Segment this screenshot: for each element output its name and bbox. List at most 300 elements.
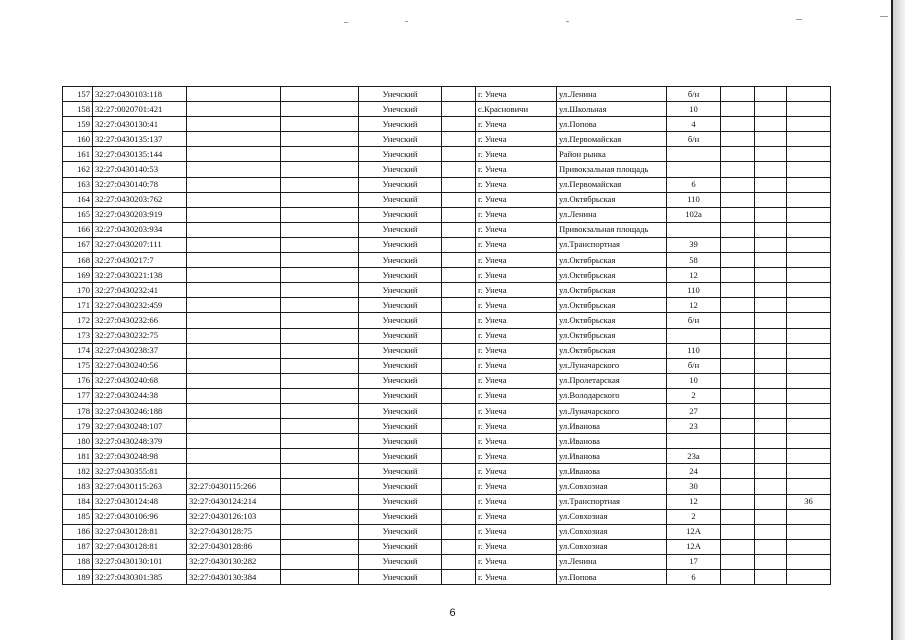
- extra-value: [787, 162, 831, 177]
- street-name: ул.Октябрьская: [557, 343, 667, 358]
- row-number: 162: [63, 162, 93, 177]
- locality-name: г. Унеча: [476, 222, 557, 237]
- house-number: 58: [667, 253, 721, 268]
- district-name: Унечский: [359, 524, 442, 539]
- empty-cell: [281, 449, 359, 464]
- district-name: Унечский: [359, 298, 442, 313]
- cadastral-number: 32:27:0430232:66: [93, 313, 187, 328]
- cadastral-number: 32:27:0430240:68: [93, 373, 187, 388]
- house-number: 110: [667, 192, 721, 207]
- related-cadastral-number: [187, 147, 281, 162]
- cadastral-number: 32:27:0430140:78: [93, 177, 187, 192]
- extra-value: [787, 207, 831, 222]
- table-row: [63, 343, 831, 358]
- house-number: 12: [667, 268, 721, 283]
- related-cadastral-number: 32:27:0430128:75: [187, 524, 281, 539]
- table-row: [63, 298, 831, 313]
- empty-cell: [442, 449, 476, 464]
- extra-value: [787, 177, 831, 192]
- empty-cell: [281, 419, 359, 434]
- empty-cell: [755, 147, 787, 162]
- district-name: Унечский: [359, 147, 442, 162]
- cadastral-number: 32:27:0430106:96: [93, 509, 187, 524]
- scan-artifact: [566, 21, 569, 22]
- row-number: 172: [63, 313, 93, 328]
- district-name: Унечский: [359, 464, 442, 479]
- empty-cell: [721, 479, 755, 494]
- empty-cell: [755, 298, 787, 313]
- extra-value: [787, 403, 831, 418]
- empty-cell: [755, 524, 787, 539]
- street-name: ул.Пролетарская: [557, 373, 667, 388]
- related-cadastral-number: [187, 358, 281, 373]
- street-name: ул.Совхозная: [557, 509, 667, 524]
- street-name: ул.Первомайская: [557, 132, 667, 147]
- extra-value: [787, 117, 831, 132]
- table-row: [63, 87, 831, 102]
- house-number: 23а: [667, 449, 721, 464]
- empty-cell: [721, 237, 755, 252]
- table-row: [63, 132, 831, 147]
- cadastral-number: 32:27:0430128:81: [93, 524, 187, 539]
- table-row: [63, 162, 831, 177]
- district-name: Унечский: [359, 358, 442, 373]
- extra-value: [787, 554, 831, 569]
- empty-cell: [721, 464, 755, 479]
- locality-name: г. Унеча: [476, 403, 557, 418]
- empty-cell: [755, 313, 787, 328]
- street-name: ул.Транспортная: [557, 237, 667, 252]
- cadastral-number: 32:27:0430355:81: [93, 464, 187, 479]
- empty-cell: [442, 313, 476, 328]
- extra-value: [787, 419, 831, 434]
- row-number: 168: [63, 253, 93, 268]
- street-name: Привокзальная площадь: [557, 222, 667, 237]
- empty-cell: [281, 524, 359, 539]
- house-number: 10: [667, 102, 721, 117]
- cadastral-number: 32:27:0430103:118: [93, 87, 187, 102]
- house-number: 12А: [667, 539, 721, 554]
- scan-artifact: [344, 22, 348, 23]
- district-name: Унечский: [359, 449, 442, 464]
- row-number: 161: [63, 147, 93, 162]
- scanned-page-shadow: [893, 0, 905, 640]
- empty-cell: [721, 419, 755, 434]
- locality-name: г. Унеча: [476, 509, 557, 524]
- row-number: 184: [63, 494, 93, 509]
- street-name: ул.Первомайская: [557, 177, 667, 192]
- house-number: 12: [667, 298, 721, 313]
- empty-cell: [281, 207, 359, 222]
- district-name: Унечский: [359, 509, 442, 524]
- street-name: ул.Октябрьская: [557, 253, 667, 268]
- empty-cell: [755, 494, 787, 509]
- empty-cell: [721, 283, 755, 298]
- related-cadastral-number: [187, 87, 281, 102]
- district-name: Унечский: [359, 373, 442, 388]
- table-row: [63, 388, 831, 403]
- empty-cell: [442, 570, 476, 585]
- street-name: Район рынка: [557, 147, 667, 162]
- row-number: 174: [63, 343, 93, 358]
- house-number: б/н: [667, 132, 721, 147]
- empty-cell: [755, 373, 787, 388]
- cadastral-number: 32:27:0020701:421: [93, 102, 187, 117]
- related-cadastral-number: [187, 373, 281, 388]
- row-number: 188: [63, 554, 93, 569]
- table-row: [63, 268, 831, 283]
- empty-cell: [755, 343, 787, 358]
- empty-cell: [442, 177, 476, 192]
- related-cadastral-number: [187, 328, 281, 343]
- cadastral-number: 32:27:0430232:459: [93, 298, 187, 313]
- street-name: ул.Иванова: [557, 449, 667, 464]
- empty-cell: [755, 449, 787, 464]
- street-name: ул.Октябрьская: [557, 283, 667, 298]
- locality-name: г. Унеча: [476, 192, 557, 207]
- table-row: [63, 313, 831, 328]
- row-number: 157: [63, 87, 93, 102]
- locality-name: г. Унеча: [476, 283, 557, 298]
- house-number: 23: [667, 419, 721, 434]
- table-row: [63, 509, 831, 524]
- empty-cell: [281, 87, 359, 102]
- empty-cell: [281, 298, 359, 313]
- cadastral-number: 32:27:0430203:919: [93, 207, 187, 222]
- empty-cell: [281, 177, 359, 192]
- row-number: 187: [63, 539, 93, 554]
- empty-cell: [442, 162, 476, 177]
- street-name: ул.Совхозная: [557, 539, 667, 554]
- locality-name: г. Унеча: [476, 268, 557, 283]
- row-number: 167: [63, 237, 93, 252]
- empty-cell: [442, 147, 476, 162]
- empty-cell: [442, 298, 476, 313]
- empty-cell: [442, 237, 476, 252]
- row-number: 158: [63, 102, 93, 117]
- related-cadastral-number: [187, 449, 281, 464]
- related-cadastral-number: 32:27:0430130:384: [187, 570, 281, 585]
- related-cadastral-number: [187, 419, 281, 434]
- street-name: ул.Иванова: [557, 464, 667, 479]
- house-number: 12А: [667, 524, 721, 539]
- empty-cell: [755, 539, 787, 554]
- row-number: 180: [63, 434, 93, 449]
- cadastral-number: 32:27:0430248:98: [93, 449, 187, 464]
- related-cadastral-number: [187, 177, 281, 192]
- table-row: [63, 479, 831, 494]
- locality-name: г. Унеча: [476, 388, 557, 403]
- extra-value: [787, 388, 831, 403]
- street-name: ул.Иванова: [557, 434, 667, 449]
- cadastral-number: 32:27:0430221:138: [93, 268, 187, 283]
- extra-value: [787, 358, 831, 373]
- locality-name: г. Унеча: [476, 373, 557, 388]
- extra-value: [787, 298, 831, 313]
- related-cadastral-number: [187, 283, 281, 298]
- house-number: 6: [667, 570, 721, 585]
- empty-cell: [721, 162, 755, 177]
- district-name: Унечский: [359, 192, 442, 207]
- empty-cell: [755, 117, 787, 132]
- house-number: 39: [667, 237, 721, 252]
- cadastral-number: 32:27:0430115:263: [93, 479, 187, 494]
- empty-cell: [442, 419, 476, 434]
- table-row: [63, 237, 831, 252]
- empty-cell: [755, 192, 787, 207]
- empty-cell: [755, 464, 787, 479]
- table-row: [63, 419, 831, 434]
- related-cadastral-number: [187, 117, 281, 132]
- empty-cell: [281, 328, 359, 343]
- locality-name: г. Унеча: [476, 494, 557, 509]
- empty-cell: [721, 147, 755, 162]
- cadastral-number: 32:27:0430232:75: [93, 328, 187, 343]
- cadastral-number: 32:27:0430124:48: [93, 494, 187, 509]
- empty-cell: [442, 222, 476, 237]
- cadastral-number: 32:27:0430248:379: [93, 434, 187, 449]
- related-cadastral-number: [187, 464, 281, 479]
- table-row: [63, 403, 831, 418]
- table-row: [63, 102, 831, 117]
- table-row: [63, 328, 831, 343]
- street-name: ул.Володарского: [557, 388, 667, 403]
- related-cadastral-number: [187, 298, 281, 313]
- table-row: [63, 283, 831, 298]
- cadastral-number: 32:27:0430140:53: [93, 162, 187, 177]
- extra-value: [787, 283, 831, 298]
- extra-value: [787, 570, 831, 585]
- house-number: 17: [667, 554, 721, 569]
- empty-cell: [442, 283, 476, 298]
- table-row: [63, 147, 831, 162]
- row-number: 164: [63, 192, 93, 207]
- extra-value: [787, 509, 831, 524]
- empty-cell: [281, 132, 359, 147]
- table-row: [63, 373, 831, 388]
- table-row: [63, 554, 831, 569]
- empty-cell: [721, 358, 755, 373]
- locality-name: г. Унеча: [476, 539, 557, 554]
- empty-cell: [721, 570, 755, 585]
- house-number: 102а: [667, 207, 721, 222]
- empty-cell: [281, 162, 359, 177]
- cadastral-number: 32:27:0430130:101: [93, 554, 187, 569]
- house-number: 24: [667, 464, 721, 479]
- registry-table: [62, 86, 831, 585]
- empty-cell: [442, 388, 476, 403]
- row-number: 179: [63, 419, 93, 434]
- table-row: [63, 570, 831, 585]
- empty-cell: [442, 434, 476, 449]
- related-cadastral-number: [187, 268, 281, 283]
- related-cadastral-number: [187, 343, 281, 358]
- district-name: Унечский: [359, 132, 442, 147]
- empty-cell: [281, 539, 359, 554]
- locality-name: г. Унеча: [476, 253, 557, 268]
- empty-cell: [721, 313, 755, 328]
- empty-cell: [442, 192, 476, 207]
- street-name: ул.Транспортная: [557, 494, 667, 509]
- table-row: [63, 434, 831, 449]
- locality-name: г. Унеча: [476, 162, 557, 177]
- row-number: 173: [63, 328, 93, 343]
- empty-cell: [755, 509, 787, 524]
- cadastral-number: 32:27:0430248:107: [93, 419, 187, 434]
- empty-cell: [755, 479, 787, 494]
- house-number: 12: [667, 494, 721, 509]
- empty-cell: [442, 328, 476, 343]
- district-name: Унечский: [359, 403, 442, 418]
- locality-name: г. Унеча: [476, 358, 557, 373]
- street-name: ул.Совхозная: [557, 524, 667, 539]
- cadastral-number: 32:27:0430232:41: [93, 283, 187, 298]
- empty-cell: [281, 434, 359, 449]
- empty-cell: [721, 87, 755, 102]
- row-number: 189: [63, 570, 93, 585]
- locality-name: г. Унеча: [476, 479, 557, 494]
- empty-cell: [721, 298, 755, 313]
- empty-cell: [281, 554, 359, 569]
- district-name: Унечский: [359, 479, 442, 494]
- cadastral-number: 32:27:0430301:385: [93, 570, 187, 585]
- street-name: ул.Октябрьская: [557, 313, 667, 328]
- empty-cell: [281, 358, 359, 373]
- empty-cell: [755, 358, 787, 373]
- extra-value: [787, 102, 831, 117]
- street-name: ул.Попова: [557, 117, 667, 132]
- related-cadastral-number: [187, 207, 281, 222]
- extra-value: [787, 373, 831, 388]
- row-number: 185: [63, 509, 93, 524]
- street-name: ул.Ленина: [557, 207, 667, 222]
- empty-cell: [442, 494, 476, 509]
- extra-value: [787, 313, 831, 328]
- extra-value: [787, 222, 831, 237]
- related-cadastral-number: [187, 388, 281, 403]
- empty-cell: [281, 464, 359, 479]
- empty-cell: [721, 132, 755, 147]
- house-number: [667, 328, 721, 343]
- row-number: 183: [63, 479, 93, 494]
- house-number: б/н: [667, 313, 721, 328]
- district-name: Унечский: [359, 237, 442, 252]
- empty-cell: [281, 388, 359, 403]
- table-row: [63, 207, 831, 222]
- empty-cell: [755, 253, 787, 268]
- house-number: [667, 222, 721, 237]
- table-row: [63, 524, 831, 539]
- empty-cell: [442, 253, 476, 268]
- empty-cell: [721, 328, 755, 343]
- empty-cell: [442, 343, 476, 358]
- row-number: 182: [63, 464, 93, 479]
- empty-cell: [281, 373, 359, 388]
- empty-cell: [721, 494, 755, 509]
- house-number: [667, 147, 721, 162]
- empty-cell: [442, 117, 476, 132]
- street-name: ул.Октябрьская: [557, 298, 667, 313]
- locality-name: г. Унеча: [476, 434, 557, 449]
- cadastral-number: 32:27:0430203:934: [93, 222, 187, 237]
- related-cadastral-number: [187, 313, 281, 328]
- house-number: б/н: [667, 358, 721, 373]
- locality-name: г. Унеча: [476, 554, 557, 569]
- house-number: 6: [667, 177, 721, 192]
- empty-cell: [721, 177, 755, 192]
- empty-cell: [442, 268, 476, 283]
- empty-cell: [442, 554, 476, 569]
- row-number: 181: [63, 449, 93, 464]
- empty-cell: [442, 464, 476, 479]
- extra-value: [787, 328, 831, 343]
- district-name: Унечский: [359, 570, 442, 585]
- empty-cell: [281, 343, 359, 358]
- page-number: 6: [449, 607, 456, 619]
- empty-cell: [755, 177, 787, 192]
- street-name: ул.Школьная: [557, 102, 667, 117]
- empty-cell: [721, 192, 755, 207]
- locality-name: г. Унеча: [476, 147, 557, 162]
- empty-cell: [721, 117, 755, 132]
- row-number: 177: [63, 388, 93, 403]
- empty-cell: [281, 117, 359, 132]
- table-row: [63, 222, 831, 237]
- empty-cell: [755, 419, 787, 434]
- empty-cell: [721, 434, 755, 449]
- district-name: Унечский: [359, 343, 442, 358]
- cadastral-number: 32:27:0430217:7: [93, 253, 187, 268]
- related-cadastral-number: [187, 102, 281, 117]
- empty-cell: [755, 388, 787, 403]
- district-name: Унечский: [359, 313, 442, 328]
- empty-cell: [755, 434, 787, 449]
- cadastral-number: 32:27:0430240:56: [93, 358, 187, 373]
- related-cadastral-number: 32:27:0430115:266: [187, 479, 281, 494]
- empty-cell: [721, 253, 755, 268]
- locality-name: г. Унеча: [476, 313, 557, 328]
- empty-cell: [721, 102, 755, 117]
- locality-name: г. Унеча: [476, 449, 557, 464]
- row-number: 175: [63, 358, 93, 373]
- empty-cell: [721, 554, 755, 569]
- locality-name: г. Унеча: [476, 419, 557, 434]
- empty-cell: [442, 358, 476, 373]
- district-name: Унечский: [359, 117, 442, 132]
- empty-cell: [281, 237, 359, 252]
- empty-cell: [281, 509, 359, 524]
- empty-cell: [721, 449, 755, 464]
- empty-cell: [442, 403, 476, 418]
- street-name: ул.Ленина: [557, 87, 667, 102]
- scan-artifact: [405, 21, 408, 22]
- row-number: 176: [63, 373, 93, 388]
- empty-cell: [721, 388, 755, 403]
- extra-value: [787, 237, 831, 252]
- empty-cell: [281, 494, 359, 509]
- locality-name: г. Унеча: [476, 570, 557, 585]
- street-name: ул.Ленина: [557, 554, 667, 569]
- registry-table-body: [63, 87, 831, 585]
- related-cadastral-number: [187, 434, 281, 449]
- district-name: Унечский: [359, 283, 442, 298]
- cadastral-number: 32:27:0430207:111: [93, 237, 187, 252]
- empty-cell: [721, 222, 755, 237]
- empty-cell: [721, 403, 755, 418]
- extra-value: [787, 539, 831, 554]
- empty-cell: [442, 102, 476, 117]
- empty-cell: [281, 102, 359, 117]
